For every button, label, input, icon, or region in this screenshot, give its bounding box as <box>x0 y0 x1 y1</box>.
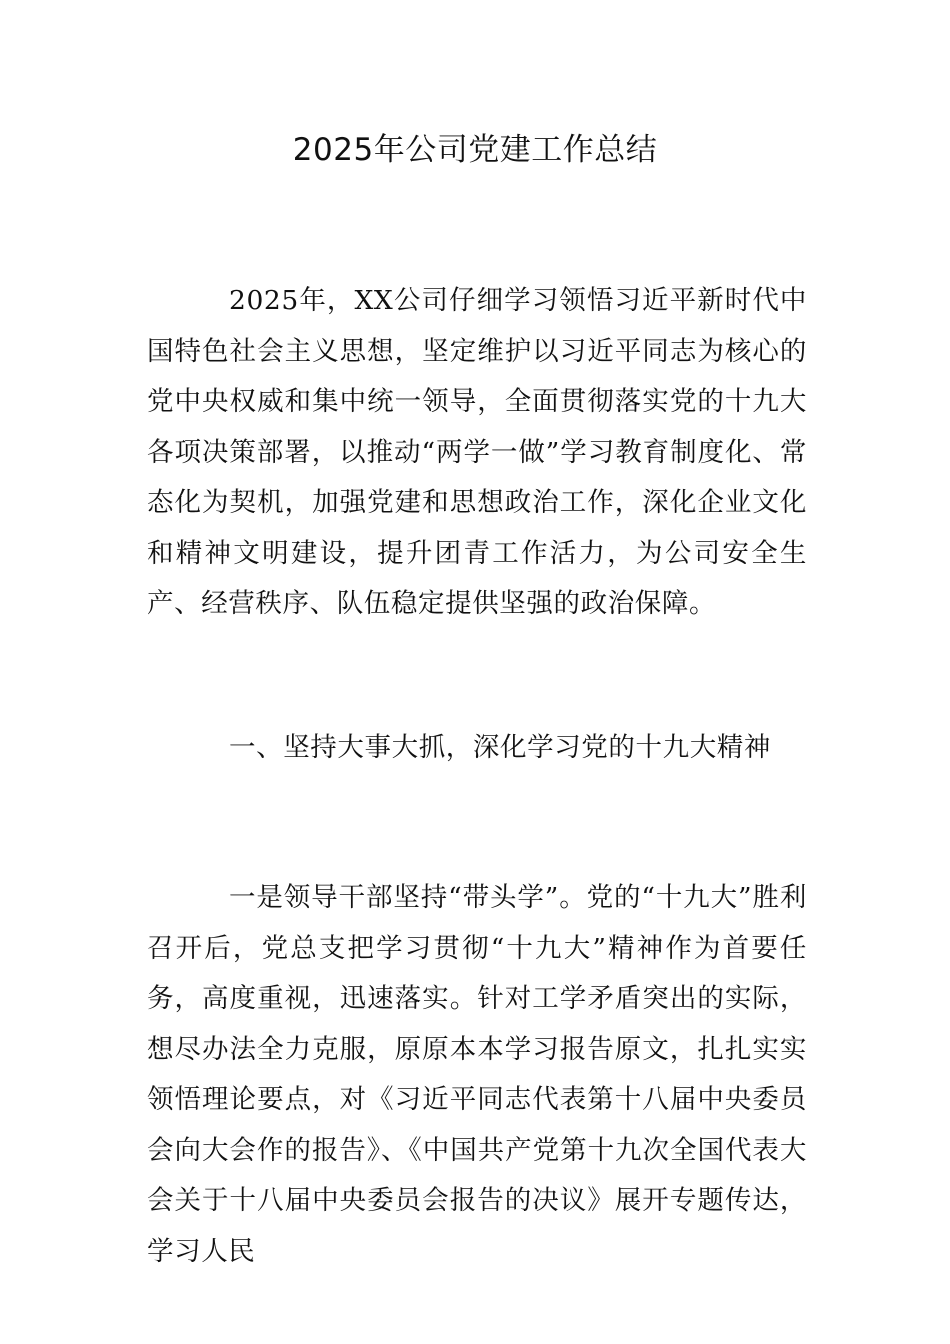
section-heading: 一、坚持大事大抓，深化学习党的十九大精神 <box>229 732 771 763</box>
intro-paragraph: 2025年，XX公司仔细学习领悟习近平新时代中国特色社会主义思想，坚定维护以习近平同志为核心的党中央权威和集中统一领导，全面贯彻落实党的十九大各项决策部署，以推动“两学一做”学习教育制度化、常态化为契机，加强党建和思想政治工作，深化企业文化和精神文明建设，提升团青工作活力，为公司安全生产、经营秩序、队伍稳定提供坚强的政治保障。 <box>147 285 807 619</box>
document-title: 2025年公司党建工作总结 <box>292 132 658 168</box>
section-paragraph: 一是领导干部坚持“带头学”。党的“十九大”胜利召开后，党总支把学习贯彻“十九大”精神作为首要任务，高度重视，迅速落实。针对工学矛盾突出的实际，想尽办法全力克服，原原本本学习报告原文，扎扎实实领悟理论要点，对《习近平同志代表第十八届中央委员会向大会作的报告》、《中国共产党第十九次全国代表大会关于十八届中央委员会报告的决议》展开专题传达，学习人民 <box>147 882 807 1267</box>
